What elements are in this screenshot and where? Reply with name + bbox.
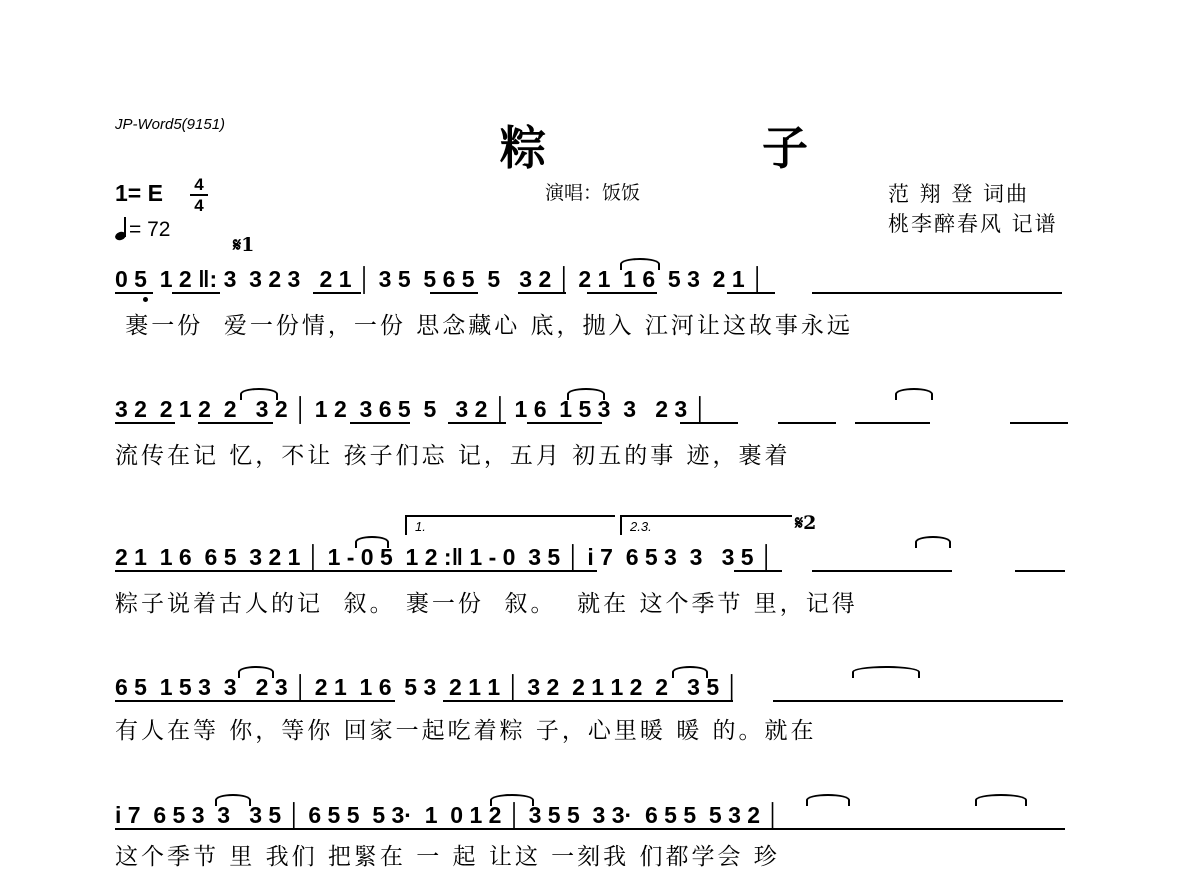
volta-bracket-1 xyxy=(405,515,615,535)
slur-mark xyxy=(490,794,534,806)
key-signature: 1= E xyxy=(115,180,163,206)
eighth-beam xyxy=(443,700,733,702)
eighth-beam xyxy=(115,422,175,424)
tempo-marking xyxy=(115,216,170,242)
lyrics-line-1: 裹一份 爱一份情，一份 思念藏心 底，抛入 江河让这故事永远 xyxy=(115,313,853,339)
slur-mark xyxy=(806,794,850,806)
segno-2-icon: 𝄋2 xyxy=(795,512,817,534)
notation-line-2: 3 2 2 1 2 2 3 2 │ 1 2 3 6 5 5 3 2 │ 1 6 1 5 3 3 2 3 │ xyxy=(115,396,708,422)
eighth-beam xyxy=(812,292,1062,294)
eighth-beam xyxy=(430,292,478,294)
notation-line-1: 0 5 1 2 ‖: 3 3 2 3 2 1 │ 3 5 5 6 5 5 3 2 │ 2 1 1 6 5 3 2 1 │ xyxy=(115,266,766,292)
lyrics-line-4: 有人在等 你，等你 回家一起吃着粽 子，心里暖 暖 的。就在 xyxy=(115,718,817,744)
time-signature xyxy=(190,176,208,214)
lyrics-line-3: 粽子说着古人的记 叙。 裹一份 叙。 就在 这个季节 里，记得 xyxy=(115,591,858,617)
eighth-beam xyxy=(115,292,153,294)
eighth-beam xyxy=(680,422,738,424)
notation-line-4: 6 5 1 5 3 3 2 3 │ 2 1 1 6 5 3 2 1 1 │ 3 2 2 1 1 2 2 3 5 │ xyxy=(115,674,740,700)
lyrics-line-2: 流传在记 忆，不让 孩子们忘 记，五月 初五的事 迹，裹着 xyxy=(115,443,791,469)
eighth-beam xyxy=(773,700,1063,702)
eighth-beam xyxy=(518,292,566,294)
eighth-beam xyxy=(313,292,361,294)
slur-mark xyxy=(215,794,251,806)
tempo-value: = 72 xyxy=(129,218,171,241)
volta-1-label: 1. xyxy=(415,519,426,534)
eighth-beam xyxy=(477,570,597,572)
slur-mark xyxy=(240,388,278,400)
eighth-beam xyxy=(855,422,930,424)
composer-credit: 范 翔 登 词曲 xyxy=(888,182,1030,206)
quarter-note-icon xyxy=(115,216,129,240)
eighth-beam xyxy=(1015,570,1065,572)
eighth-beam xyxy=(734,570,782,572)
eighth-beam xyxy=(778,422,836,424)
slur-mark xyxy=(567,388,605,400)
eighth-beam xyxy=(527,422,602,424)
eighth-beam xyxy=(115,828,1065,830)
slur-mark xyxy=(620,258,660,270)
time-signature-bottom: 4 xyxy=(194,196,204,215)
volta-2-label: 2.3. xyxy=(630,519,652,534)
eighth-beam xyxy=(812,570,952,572)
segno-1-icon: 𝄋1 xyxy=(233,234,255,256)
eighth-beam xyxy=(1010,422,1068,424)
slur-mark xyxy=(852,666,920,678)
eighth-beam xyxy=(115,570,500,572)
slur-mark xyxy=(915,536,951,548)
volta-bracket-2 xyxy=(620,515,792,535)
slur-mark xyxy=(238,666,274,678)
singer-credit: 演唱：饭饭 xyxy=(545,182,641,204)
slur-mark xyxy=(672,666,708,678)
eighth-beam xyxy=(727,292,775,294)
software-watermark: JP-Word5(9151) xyxy=(115,116,226,133)
eighth-beam xyxy=(587,292,657,294)
eighth-beam xyxy=(115,700,395,702)
eighth-beam xyxy=(350,422,410,424)
eighth-beam xyxy=(198,422,273,424)
notation-line-5: i 7 6 5 3 3 3 5 │ 6 5 5 5 3· 1 0 1 2 │ 3 5 5 3 3· 6 5 5 5 3 2 │ xyxy=(115,802,781,828)
eighth-beam xyxy=(172,292,220,294)
song-title: 粽 子 xyxy=(500,121,909,175)
slur-mark xyxy=(355,536,389,548)
notation-line-3: 2 1 1 6 6 5 3 2 1 │ 1 - 0 5 1 2 :‖ 1 - 0 3 5 │ i 7 6 5 3 3 3 5 │ xyxy=(115,544,775,570)
time-signature-top: 4 xyxy=(194,175,204,194)
slur-mark xyxy=(895,388,933,400)
slur-mark xyxy=(975,794,1027,806)
low-octave-dot xyxy=(143,297,148,302)
transcriber-credit: 桃李醉春风 记谱 xyxy=(888,212,1058,236)
eighth-beam xyxy=(448,422,506,424)
lyrics-line-5: 这个季节 里 我们 把緊在 一 起 让这 一刻我 们都学会 珍 xyxy=(115,844,780,870)
